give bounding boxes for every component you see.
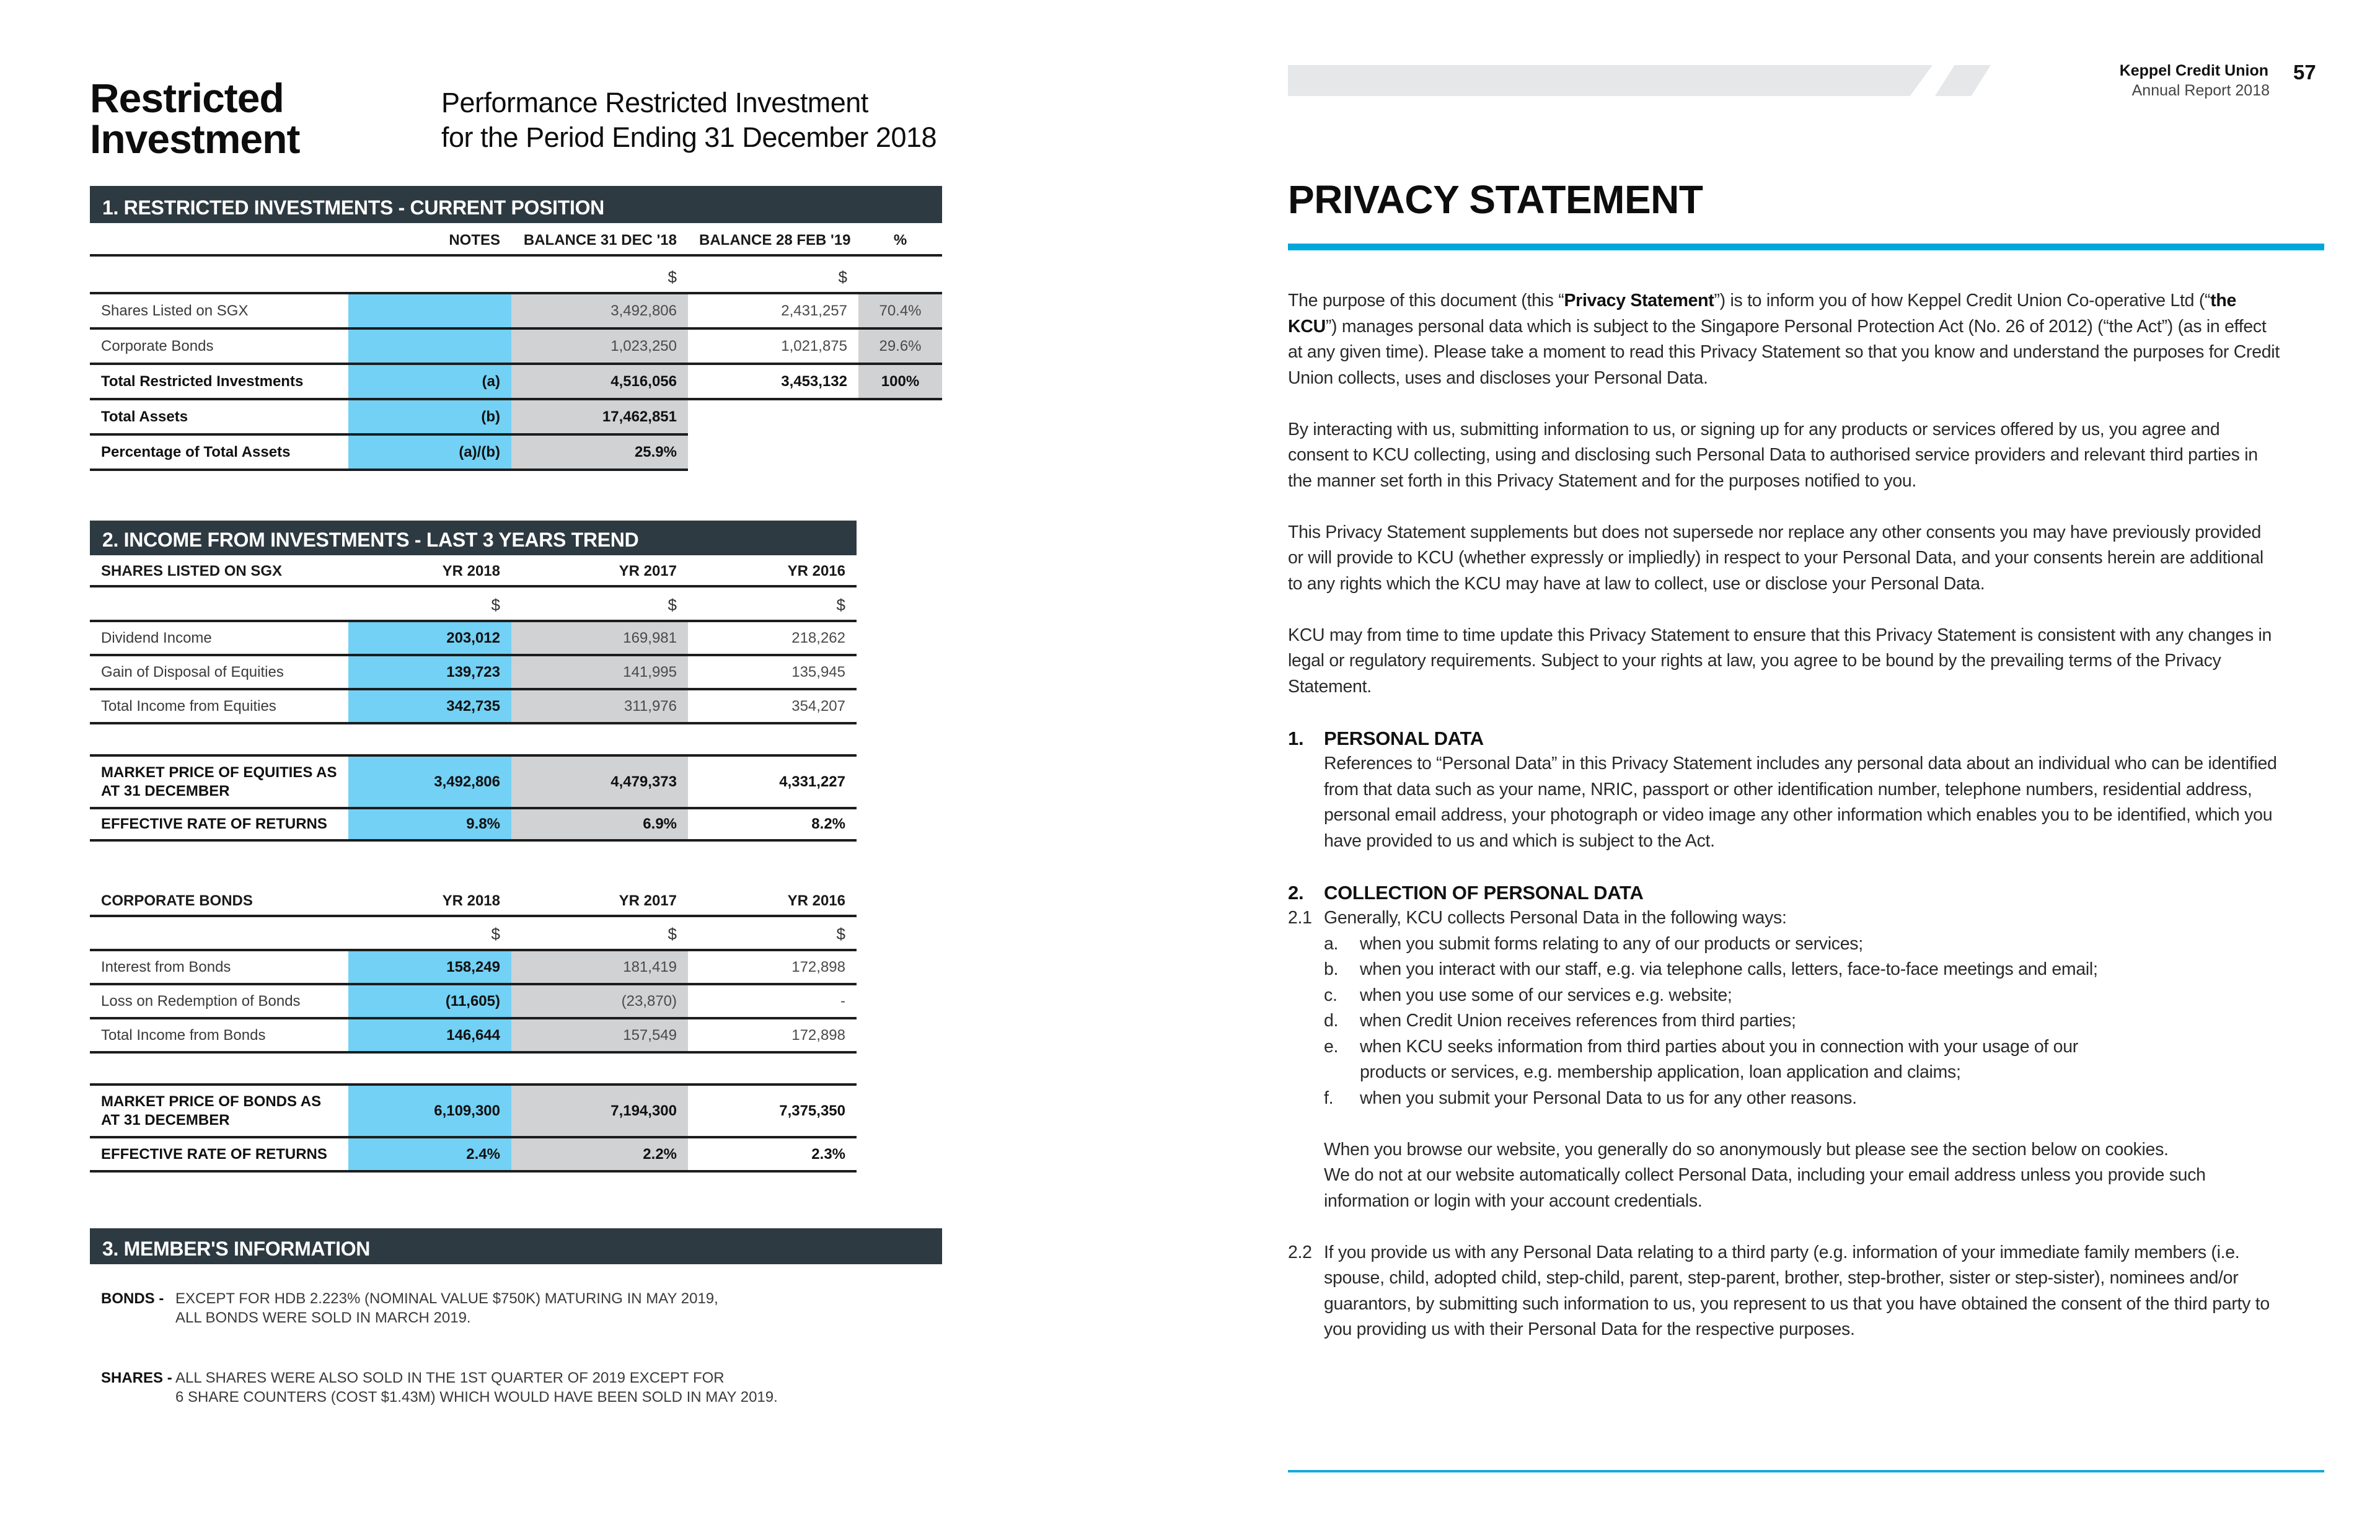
- intro-paragraph-4: KCU may from time to time update this Privacy Statement to ensure that this Privacy Statement is consistent with any changes in legal or regulatory requirements. Subject to your rights at law, you agree to be bound by the prevailing terms of the Privacy Statement.: [1288, 625, 2272, 697]
- member-info-text: ALL SHARES WERE ALSO SOLD IN THE 1ST QUARTER OF 2019 EXCEPT FOR 6 SHARE COUNTERS (COST $1.43M) WHICH WOULD HAVE BEEN SOLD IN MAY 2019.: [175, 1370, 778, 1406]
- page-subtitle: [441, 86, 937, 155]
- privacy-title: PRIVACY STATEMENT: [1288, 177, 1703, 222]
- table-row: [90, 984, 857, 1018]
- org-name: Keppel Credit Union: [2119, 62, 2268, 79]
- balance-dec18-cell: 25.9%: [511, 434, 688, 470]
- yr2016-cell: 172,898: [688, 1018, 857, 1052]
- col-header-percent: %: [858, 223, 942, 255]
- empty-cell: [858, 434, 942, 470]
- member-info-item-bonds: [101, 1289, 778, 1327]
- row-label: Loss on Redemption of Bonds: [90, 984, 348, 1018]
- return-rate-row: [90, 1137, 857, 1171]
- yr2016-cell: 4,331,227: [688, 755, 857, 808]
- browse-text-1: When you browse our website, you generally do so anonymously but please see the section below on cookies.: [1324, 1139, 2169, 1159]
- yr2016-cell: 354,207: [688, 689, 857, 723]
- intro-paragraph-2: By interacting with us, submitting information to us, or signing up for any products or services offered by us, you agree and consent to KCU collecting, using and disclosing such Personal Data to authorised service providers and relevant third parties in the manner set forth in this Privacy Statement and for the purposes notified to you.: [1288, 419, 2258, 491]
- spacer-row: [90, 723, 857, 755]
- return-rate-row: [90, 808, 857, 840]
- unit-row: [90, 255, 942, 293]
- yr2017-cell: 157,549: [511, 1018, 688, 1052]
- row-label: Dividend Income: [90, 621, 348, 655]
- member-info-key: BONDS -: [101, 1290, 164, 1307]
- table-header-row: [90, 555, 857, 586]
- unit-row: [90, 586, 857, 621]
- balance-dec18-cell: 4,516,056: [511, 364, 688, 399]
- section-heading-personal-data: 1. PERSONAL DATA: [1288, 727, 1484, 749]
- yr2017-cell: 6.9%: [511, 808, 688, 840]
- balance-feb19-cell: 1,021,875: [688, 328, 858, 364]
- col-header-shares: SHARES LISTED ON SGX: [90, 555, 348, 586]
- col-header-yr2016: YR 2016: [688, 555, 857, 586]
- col-header-balance-dec18: BALANCE 31 DEC '18: [511, 223, 688, 255]
- unit-cell: $: [511, 255, 688, 293]
- yr2018-cell: 139,723: [348, 655, 511, 689]
- unit-cell: $: [511, 916, 688, 950]
- empty-cell: [688, 434, 858, 470]
- yr2017-cell: 169,981: [511, 621, 688, 655]
- current-position-table: [90, 223, 942, 471]
- table-row: [90, 689, 857, 723]
- table-header-row: [90, 223, 942, 255]
- intro-paragraph-3: This Privacy Statement supplements but does not supersede nor replace any other consents you may have previously provided or will provide to KCU (whether expressly or impliedly) in respect to your Personal Data, and your consents herein are additional to any rights which the KCU may have at law to collect, use or disclose your Personal Data.: [1288, 522, 2263, 594]
- yr2018-cell: 203,012: [348, 621, 511, 655]
- member-info-key: SHARES -: [101, 1370, 172, 1386]
- col-header-yr2017: YR 2017: [511, 881, 688, 916]
- notes-cell: (b): [348, 399, 511, 434]
- unit-cell: $: [688, 916, 857, 950]
- empty-cell: [688, 399, 858, 434]
- percent-cell: 70.4%: [858, 293, 942, 328]
- table-row: [90, 621, 857, 655]
- yr2016-cell: 7,375,350: [688, 1085, 857, 1137]
- unit-cell: [90, 586, 348, 621]
- spacer-cell: [90, 723, 857, 755]
- member-info-item-shares: [101, 1368, 778, 1407]
- notes-cell: (a)/(b): [348, 434, 511, 470]
- balance-dec18-cell: 17,462,851: [511, 399, 688, 434]
- unit-cell: $: [348, 916, 511, 950]
- subtitle-line1: Performance Restricted Investment: [441, 87, 868, 118]
- list-item: d. when Credit Union receives references from third parties;: [1324, 1011, 1796, 1031]
- page-title-line1: Restricted: [90, 75, 284, 121]
- table-row: [90, 399, 942, 434]
- yr2017-cell: (23,870): [511, 984, 688, 1018]
- shares-income-table: [90, 555, 857, 842]
- row-label: Total Restricted Investments: [90, 364, 348, 399]
- col-header-yr2018: YR 2018: [348, 881, 511, 916]
- yr2016-cell: 172,898: [688, 950, 857, 984]
- yr2017-cell: 7,194,300: [511, 1085, 688, 1137]
- list-item: c. when you use some of our services e.g. website;: [1324, 985, 1732, 1005]
- report-name: Annual Report 2018: [2131, 82, 2270, 99]
- percent-cell: 100%: [858, 364, 942, 399]
- list-item: a. when you submit forms relating to any of our products or services;: [1324, 933, 1863, 954]
- privacy-body: [1288, 288, 2280, 1343]
- header-decor-bar: [1288, 65, 1933, 96]
- subtitle-line2: for the Period Ending 31 December 2018: [441, 121, 937, 153]
- bonds-income-table: [90, 881, 857, 1173]
- browse-text-2: We do not at our website automatically collect Personal Data, including your email address unless you provide such information or login with your account credentials.: [1324, 1165, 2206, 1211]
- notes-cell: [348, 328, 511, 364]
- unit-cell: [858, 255, 942, 293]
- row-label: Corporate Bonds: [90, 328, 348, 364]
- row-label: Total Assets: [90, 399, 348, 434]
- yr2017-cell: 4,479,373: [511, 755, 688, 808]
- col-header-balance-feb19: BALANCE 28 FEB '19: [688, 223, 858, 255]
- list-item: f. when you submit your Personal Data to us for any other reasons.: [1324, 1088, 1857, 1108]
- yr2016-cell: -: [688, 984, 857, 1018]
- col-header-notes: NOTES: [348, 223, 511, 255]
- unit-cell: $: [688, 586, 857, 621]
- unit-cell: $: [688, 255, 858, 293]
- row-label: Shares Listed on SGX: [90, 293, 348, 328]
- unit-row: [90, 916, 857, 950]
- unit-cell: [90, 255, 348, 293]
- notes-cell: [348, 293, 511, 328]
- clause-2-1: 2.1 Generally, KCU collects Personal Data in the following ways:: [1288, 908, 1787, 928]
- table-header-row: [90, 881, 857, 916]
- intro-paragraph-1: The purpose of this document (this “Privacy Statement”) is to inform you of how Keppel Credit Union Co-operative Ltd (“the KCU”) manages personal data which is subject to the Singapore Personal Protection Act (No. 26 of 2012) (“the Act”) (as in effect at any given time). Please take a moment to read this Privacy Statement so that you know and understand the purposes for Credit Union collects, uses and discloses your Personal Data.: [1288, 291, 2280, 388]
- unit-cell: [90, 916, 348, 950]
- section-3-header: 3. MEMBER'S INFORMATION: [90, 1228, 942, 1264]
- yr2018-cell: 6,109,300: [348, 1085, 511, 1137]
- section-heading-collection: 2. COLLECTION OF PERSONAL DATA: [1288, 881, 1644, 904]
- page-title-line2: Investment: [90, 116, 300, 162]
- notes-cell: (a): [348, 364, 511, 399]
- title-rule: [1288, 244, 2324, 250]
- row-label: Gain of Disposal of Equities: [90, 655, 348, 689]
- yr2018-cell: 3,492,806: [348, 755, 511, 808]
- row-label: Interest from Bonds: [90, 950, 348, 984]
- row-label: Percentage of Total Assets: [90, 434, 348, 470]
- table-row: [90, 293, 942, 328]
- yr2016-cell: 218,262: [688, 621, 857, 655]
- row-label: EFFECTIVE RATE OF RETURNS: [90, 808, 348, 840]
- footer-rule: [1288, 1470, 2324, 1472]
- percent-cell: 29.6%: [858, 328, 942, 364]
- balance-feb19-cell: 3,453,132: [688, 364, 858, 399]
- list-item: b. when you interact with our staff, e.g. via telephone calls, letters, face-to-face meetings and email;: [1324, 959, 2098, 979]
- balance-dec18-cell: 1,023,250: [511, 328, 688, 364]
- table-row: [90, 364, 942, 399]
- col-header: [90, 223, 348, 255]
- balance-feb19-cell: 2,431,257: [688, 293, 858, 328]
- yr2016-cell: 2.3%: [688, 1137, 857, 1171]
- yr2018-cell: 146,644: [348, 1018, 511, 1052]
- yr2018-cell: (11,605): [348, 984, 511, 1018]
- row-label: MARKET PRICE OF EQUITIES AS AT 31 DECEMBER: [90, 755, 348, 808]
- clause-2-2: 2.2 If you provide us with any Personal Data relating to a third party (e.g. information of your immediate family members (i.e. spouse, child, adopted child, step-child, parent, step-parent, brother, step-brother, sister or step-sister), nominees and/or guarantors, by submitting such information to us, you represent to us that you have obtained the consent of the third party to you providing us with their Personal Data for the respective purposes.: [1288, 1242, 2270, 1339]
- table-row: [90, 1018, 857, 1052]
- col-header-yr2018: YR 2018: [348, 555, 511, 586]
- section-2-header: 2. INCOME FROM INVESTMENTS - LAST 3 YEARS TREND: [90, 521, 857, 555]
- unit-cell: $: [348, 586, 511, 621]
- yr2016-cell: 135,945: [688, 655, 857, 689]
- table-row: [90, 434, 942, 470]
- yr2017-cell: 141,995: [511, 655, 688, 689]
- member-info-text: EXCEPT FOR HDB 2.223% (NOMINAL VALUE $750K) MATURING IN MAY 2019, ALL BONDS WERE SOLD IN MARCH 2019.: [175, 1290, 718, 1326]
- yr2018-cell: 2.4%: [348, 1137, 511, 1171]
- header-decor-slash: [1935, 65, 1991, 96]
- col-header-bonds: CORPORATE BONDS: [90, 881, 348, 916]
- row-label: Total Income from Equities: [90, 689, 348, 723]
- row-label: Total Income from Bonds: [90, 1018, 348, 1052]
- unit-cell: [348, 255, 511, 293]
- unit-cell: $: [511, 586, 688, 621]
- table-row: [90, 655, 857, 689]
- yr2017-cell: 311,976: [511, 689, 688, 723]
- spacer-cell: [90, 1052, 857, 1085]
- yr2016-cell: 8.2%: [688, 808, 857, 840]
- col-header-yr2016: YR 2016: [688, 881, 857, 916]
- market-price-row: [90, 755, 857, 808]
- market-price-row: [90, 1085, 857, 1137]
- empty-cell: [858, 399, 942, 434]
- yr2017-cell: 181,419: [511, 950, 688, 984]
- member-info: [101, 1289, 778, 1448]
- yr2018-cell: 9.8%: [348, 808, 511, 840]
- col-header-yr2017: YR 2017: [511, 555, 688, 586]
- table-row: [90, 328, 942, 364]
- yr2018-cell: 158,249: [348, 950, 511, 984]
- personal-data-text: References to “Personal Data” in this Privacy Statement includes any personal data about an individual who can be identified from that data such as your name, NRIC, passport or other identification number, telephone numbers, residential address, personal email address, your photograph or video image any other information which enables you to be identified, which you have provided to us and which is subject to the Act.: [1324, 754, 2277, 851]
- yr2017-cell: 2.2%: [511, 1137, 688, 1171]
- list-item: e. when KCU seeks information from third parties about you in connection with your usage of our products or services, e.g. membership application, loan application and claims;: [1324, 1036, 2078, 1082]
- page-title: [90, 75, 300, 162]
- section-1-header: 1. RESTRICTED INVESTMENTS - CURRENT POSITION: [90, 186, 942, 223]
- table-row: [90, 950, 857, 984]
- spacer-row: [90, 1052, 857, 1085]
- yr2018-cell: 342,735: [348, 689, 511, 723]
- row-label: MARKET PRICE OF BONDS AS AT 31 DECEMBER: [90, 1085, 348, 1137]
- page-number: 57: [2293, 61, 2316, 84]
- balance-dec18-cell: 3,492,806: [511, 293, 688, 328]
- row-label: EFFECTIVE RATE OF RETURNS: [90, 1137, 348, 1171]
